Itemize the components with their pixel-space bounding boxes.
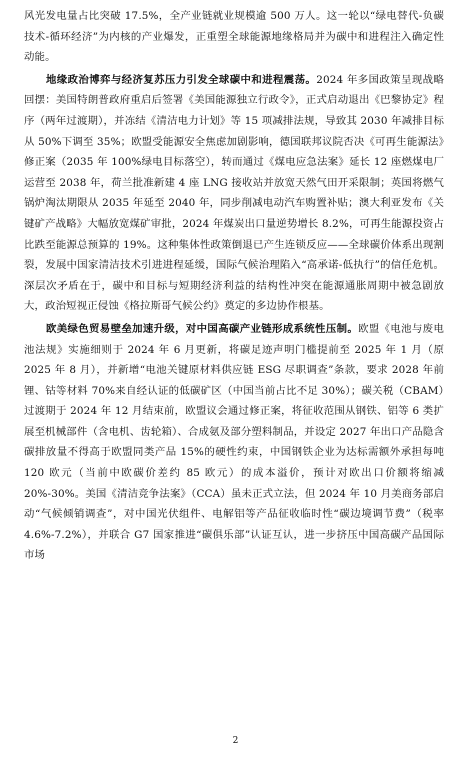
paragraph-2 bbox=[24, 70, 444, 317]
paragraph-2-lead: 地缘政治博弈与经济复苏压力引发全球碳中和进程震荡。 bbox=[46, 73, 317, 86]
page-number: 2 bbox=[232, 736, 239, 746]
paragraph-1-text: 风光发电量占比突破 17.5%，全产业链就业规模逾 500 万人。这一轮以“绿电替代-负碳技术-循环经济”为内核的产业爆发，正重塑全球能源地缘格局并为碳中和进程注入确定性动能。 bbox=[24, 10, 444, 64]
paragraph-3 bbox=[24, 319, 444, 566]
paragraph-3-text: 欧盟《电池与废电池法规》实施细则于 2024 年 6 月更新，将碳足迹声明门槛提前至 2025 年 1 月（原 2025 年 8 月），并新增“电池关键原材料供应链 ESG 尽职调查”条款，要求 2028 年前锂、钴等材料 70%来自经认证的低碳矿区（中国当前占比不足 30%）；碳关税（CBAM）过渡期于 2024 年 12 月结束前，欧盟议会通过修正案，将征收范围从钢铁、铝等 6 类扩展至机械部件（含电机、齿轮箱）、合成氨及部分塑料制品，并设定 2027 年出口产品隐含碳排放量不得高于欧盟同类产品 15%的硬性约束，中国钢铁企业为达标需额外承担每吨 120 欧元（当前中欧碳价差约 85 欧元）的成本溢价，预计对欧出口价额将缩减 20%-30%。美国《清洁竞争法案》（CCA）虽未正式立法，但 2024 年 10 月美商务部启动“气候倾销调查”，对中国光伏组件、电解铝等产品征收临时性“碳边境调节费”（税率 4.6%-7.2%），并联合 G7 国家推进“碳俱乐部”认证互认，进一步挤压中国高碳产品国际市场 bbox=[24, 322, 444, 562]
paragraph-3-lead: 欧美绿色贸易壁垒加速升级，对中国高碳产业链形成系统性压制。 bbox=[46, 322, 359, 335]
paragraph-1 bbox=[24, 6, 444, 68]
body-text bbox=[24, 6, 444, 568]
paragraph-2-text: 2024 年多国政策呈现战略回摆：美国特朗普政府重启后签署《美国能源独立行政令》，正式启动退出《巴黎协定》程序（两年过渡期），并冻结《清洁电力计划》等 15 项减排法规，导致其 2030 年减排目标从 50%下调至 35%；欧盟受能源安全焦虑加剧影响，德国联邦议院否决《可再生能源法》修正案（2035 年 100%绿电目标落空），转而通过《煤电应急法案》延长 12 座燃煤电厂运营至 2038 年，荷兰批准新建 4 座 LNG 接收站并放宽天然气田开采限制；英国将燃气锅炉淘汰期限从 2035 年延至 2040 年，同步削减电动汽车购置补贴；澳大利亚发布《关键矿产战略》大幅放宽煤矿审批，2024 年煤炭出口量逆势增长 8.2%，可再生能源投资占比跌至能源总预算的 19%。这种集体性政策倒退已产生连锁反应——全球碳价体系出现割裂，发展中国家清洁技术引进进程延缓，国际气候治理陷入“高承诺-低执行”的信任危机。深层次矛盾在于，碳中和目标与短期经济利益的结构性冲突在能源通胀周期中被急剧放大，政治短视正侵蚀《格拉斯哥气候公约》奠定的多边协作根基。 bbox=[24, 73, 444, 313]
